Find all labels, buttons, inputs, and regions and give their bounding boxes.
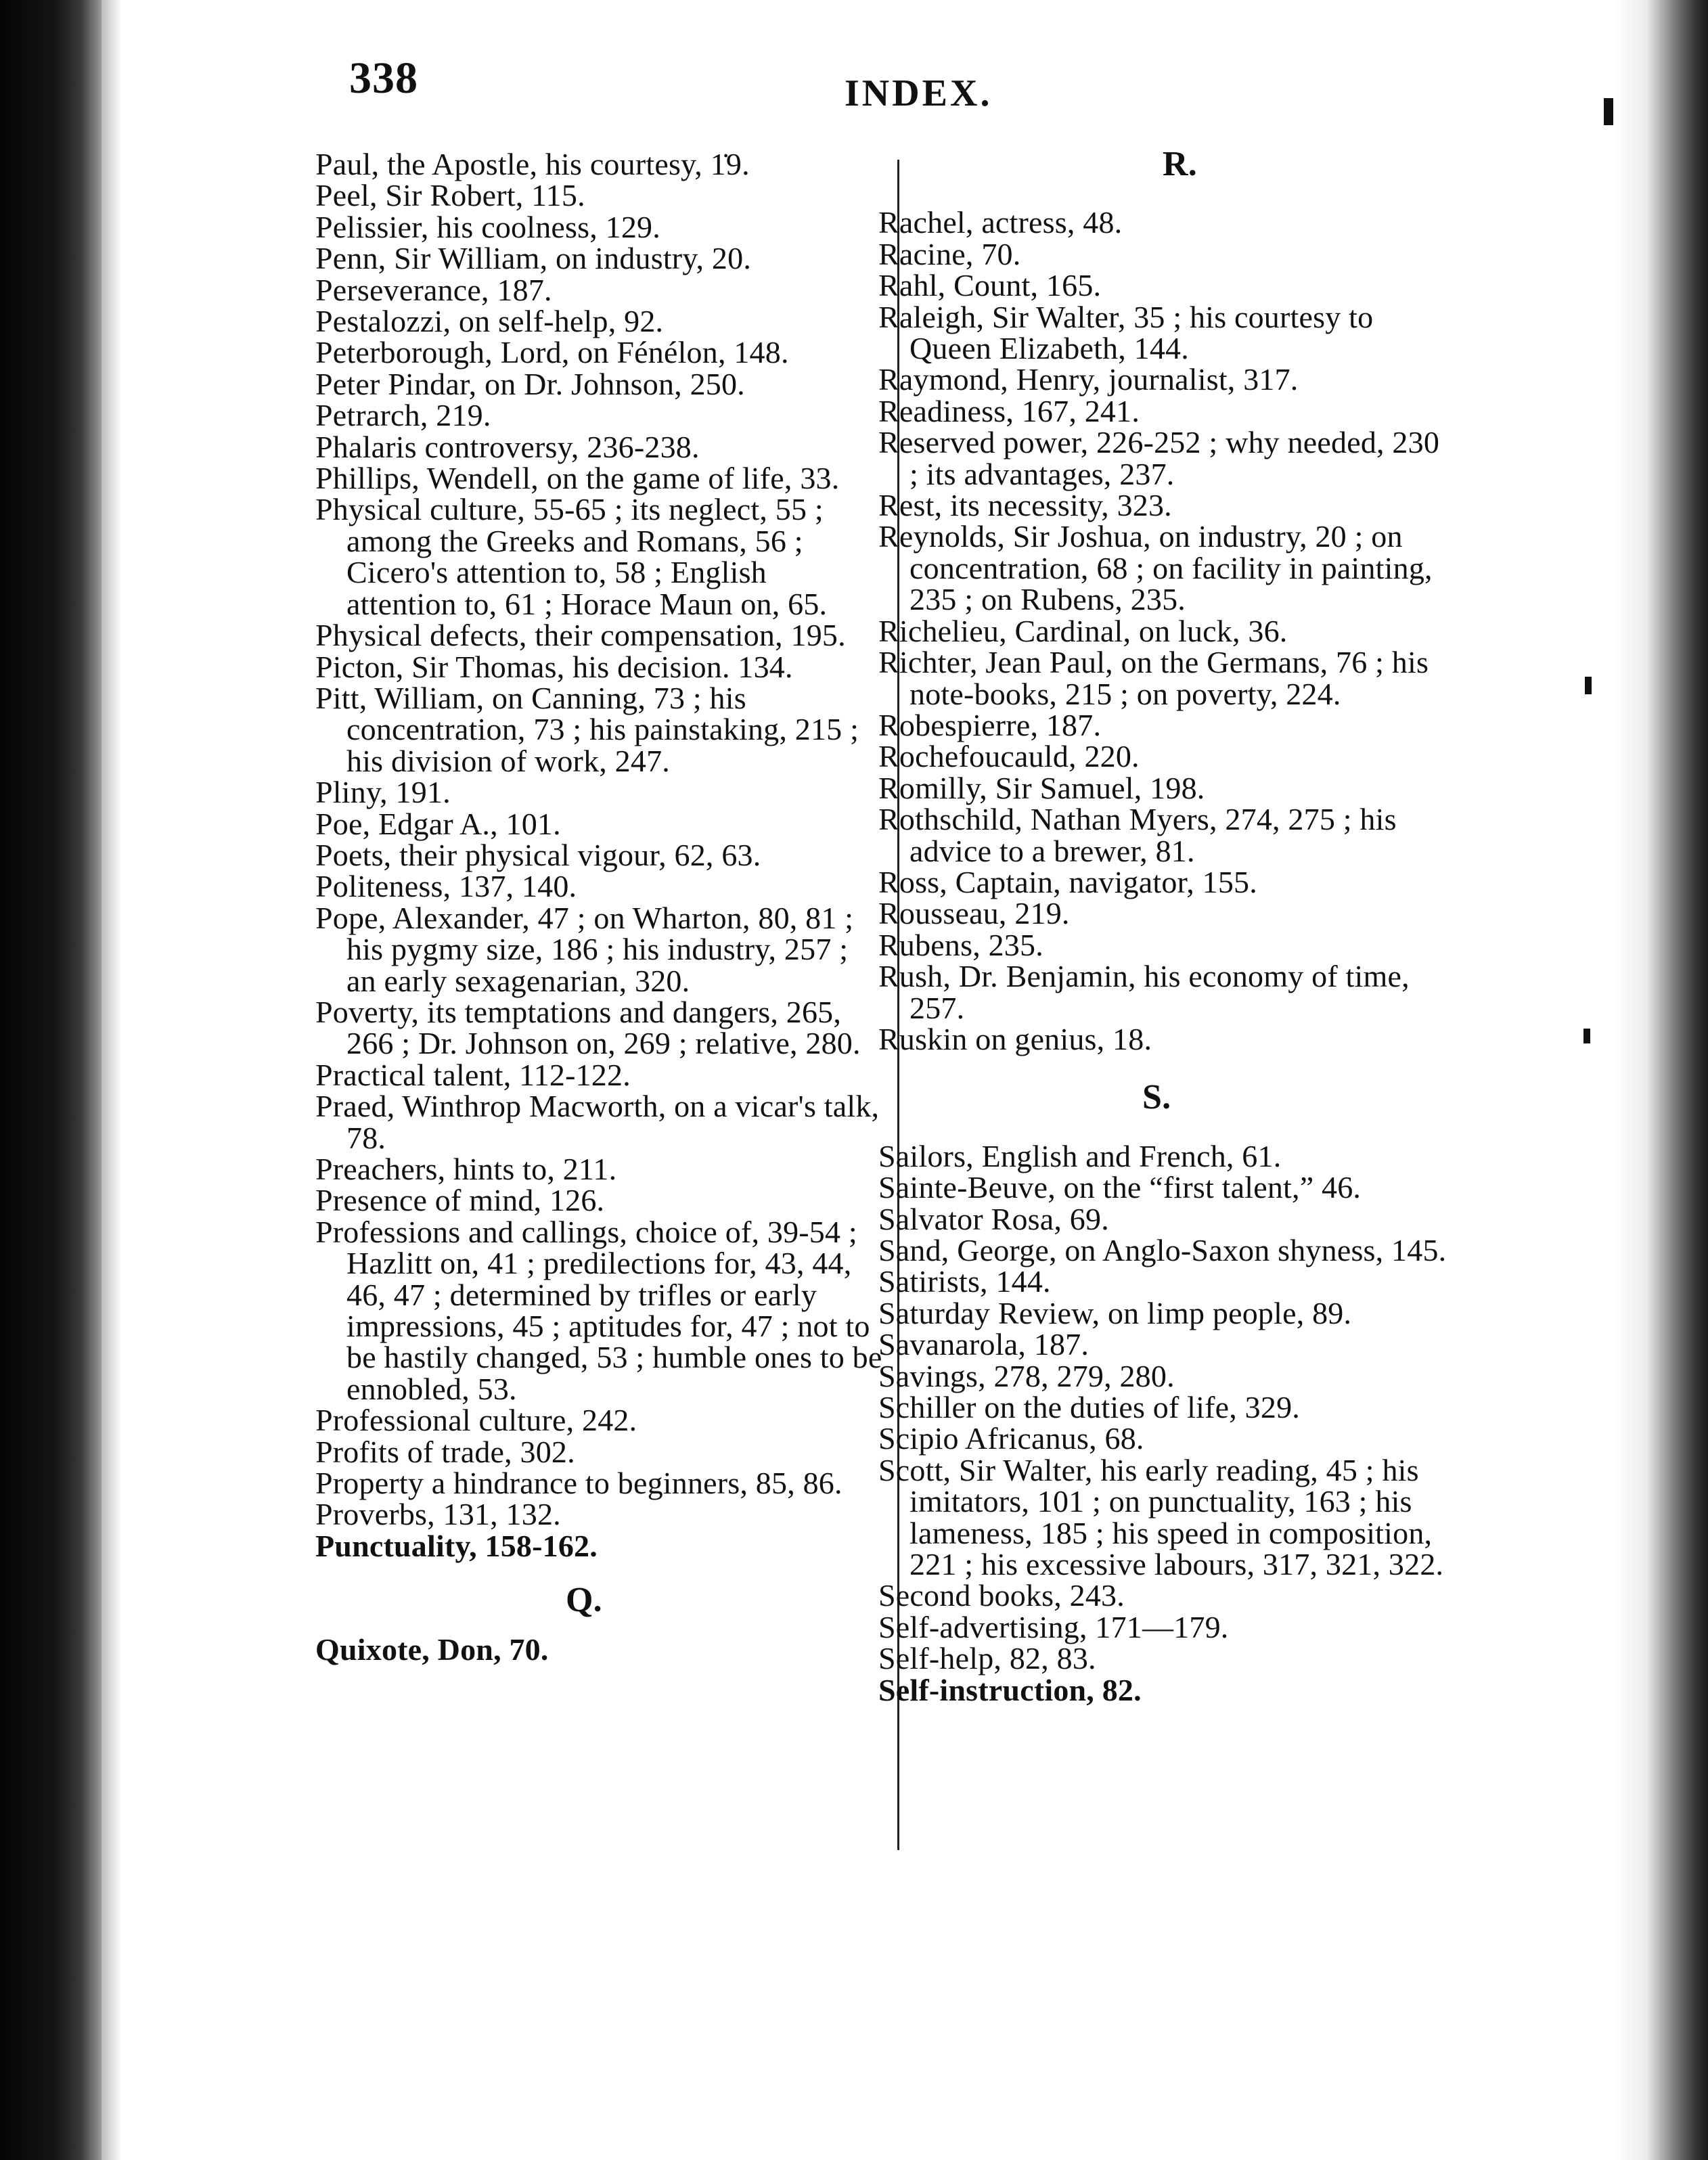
index-entry: Sainte-Beuve, on the “first talent,” 46.	[878, 1170, 1362, 1205]
index-entry: Profits of trade, 302.	[315, 1434, 575, 1469]
edge-mark	[1583, 1029, 1590, 1043]
index-entry: Phalaris controversy, 236-238.	[315, 429, 700, 464]
index-entry: Robespierre, 187.	[878, 707, 1102, 742]
index-entry: Praed, Winthrop Macworth, on a vicar's talk, 78.	[315, 1089, 880, 1155]
index-entry: Paul, the Apostle, his courtesy, 1̇9.	[315, 147, 750, 181]
index-entry: Property a hindrance to beginners, 85, 86.	[315, 1466, 842, 1501]
index-entry: Rahl, Count, 165.	[878, 268, 1102, 303]
page-number: 338	[349, 53, 418, 103]
index-entry: Romilly, Sir Samuel, 198.	[878, 770, 1205, 805]
index-entry: Schiller on the duties of life, 329.	[878, 1390, 1300, 1425]
index-entry: Pelissier, his coolness, 129.	[315, 209, 660, 244]
index-entry: Pope, Alexander, 47 ; on Wharton, 80, 81 ; his pygmy size, 186 ; his industry, 257 ; an early sexagenarian, 320.	[315, 900, 854, 998]
index-entry: Scott, Sir Walter, his early reading, 45 ; his imitators, 101 ; on punctuality, 163 ; his lameness, 185 ; his speed in composition, 221 ; his excessive labours, 317, 321, 322.	[878, 1452, 1444, 1582]
index-entry: Peterborough, Lord, on Fénélon, 148.	[315, 335, 789, 370]
index-entry: Richter, Jean Paul, on the Germans, 76 ; his note-books, 215 ; on poverty, 224.	[878, 645, 1429, 711]
index-entry: Physical culture, 55-65 ; its neglect, 55 ; among the Greeks and Romans, 56 ; Cicero's attention to, 58 ; English attention to, 61 ; Horace Maun on, 65.	[315, 492, 828, 621]
index-entry: Raleigh, Sir Walter, 35 ; his courtesy to Queen Elizabeth, 144.	[878, 299, 1374, 366]
index-entry: Presence of mind, 126.	[315, 1183, 605, 1218]
index-entry: Pitt, William, on Canning, 73 ; his concentration, 73 ; his painstaking, 215 ; his division of work, 247.	[315, 680, 859, 778]
index-entry: Reserved power, 226-252 ; why needed, 230 ; its advantages, 237.	[878, 425, 1440, 491]
index-entry: Professions and callings, choice of, 39-54 ; Hazlitt on, 41 ; predilections for, 43, 44, 46, 47 ; determined by trifles or early impressions, 45 ; aptitudes for, 47 ; not to be hastily changed, 53 ; humble ones to be ennobled, 53.	[315, 1214, 882, 1406]
page-edge-shadow	[1613, 0, 1708, 2160]
index-entry: Sailors, English and French, 61.	[878, 1138, 1282, 1173]
edge-mark	[1585, 677, 1592, 694]
index-entry: Racine, 70.	[878, 236, 1021, 271]
index-entry: Peel, Sir Robert, 115.	[315, 178, 585, 213]
index-entry: Petrarch, 219.	[315, 398, 491, 433]
index-entry: Penn, Sir William, on industry, 20.	[315, 241, 752, 276]
index-entry: Practical talent, 112-122.	[315, 1057, 631, 1092]
index-entry: Peter Pindar, on Dr. Johnson, 250.	[315, 366, 745, 401]
index-entry: Poe, Edgar A., 101.	[315, 806, 561, 841]
index-entry: Pliny, 191.	[315, 775, 451, 810]
index-entry: Satirists, 144.	[878, 1264, 1051, 1299]
index-entry: Rousseau, 219.	[878, 896, 1070, 931]
index-entry: Picton, Sir Thomas, his decision. 134.	[315, 649, 793, 684]
edge-mark	[1604, 98, 1613, 125]
running-head: INDEX.	[845, 72, 993, 114]
index-entry: Politeness, 137, 140.	[315, 869, 577, 904]
index-entry: Self-help, 82, 83.	[878, 1641, 1096, 1676]
index-entry: Rush, Dr. Benjamin, his economy of time, 257.	[878, 959, 1410, 1025]
index-entry: Ruskin on genius, 18.	[878, 1021, 1152, 1056]
book-spine-shadow	[0, 0, 102, 2160]
index-entry: Rothschild, Nathan Myers, 274, 275 ; his advice to a brewer, 81.	[878, 802, 1397, 868]
book-spine-gradient	[102, 0, 122, 2160]
index-entry: Second books, 243.	[878, 1578, 1125, 1613]
index-entry: Ross, Captain, navigator, 155.	[878, 864, 1257, 899]
index-entry: Sand, George, on Anglo-Saxon shyness, 145.	[878, 1233, 1447, 1267]
index-entry: Saturday Review, on limp people, 89.	[878, 1295, 1352, 1330]
index-entry: Quixote, Don, 70.	[315, 1632, 549, 1667]
index-entry: Salvator Rosa, 69.	[878, 1201, 1109, 1236]
index-entry: Poverty, its temptations and dangers, 265, 266 ; Dr. Johnson on, 269 ; relative, 280.	[315, 994, 861, 1061]
index-entry: Raymond, Henry, journalist, 317.	[878, 362, 1299, 397]
index-entry: Savanarola, 187.	[878, 1327, 1089, 1362]
index-entry: Richelieu, Cardinal, on luck, 36.	[878, 613, 1288, 648]
section-letter-r: R.	[1163, 145, 1197, 183]
index-entry: Rest, its necessity, 323.	[878, 488, 1172, 523]
index-entry: Reynolds, Sir Joshua, on industry, 20 ; on concentration, 68 ; on facility in painting, 235 ; on Rubens, 235.	[878, 519, 1433, 617]
index-entry: Scipio Africanus, 68.	[878, 1421, 1144, 1456]
index-entry: Savings, 278, 279, 280.	[878, 1358, 1175, 1393]
index-entry: Rachel, actress, 48.	[878, 205, 1123, 240]
index-entry: Perseverance, 187.	[315, 272, 552, 307]
index-entry: Self-instruction, 82.	[878, 1672, 1142, 1707]
index-entry: Rochefoucauld, 220.	[878, 739, 1140, 774]
section-letter-s: S.	[1142, 1078, 1171, 1117]
index-entry: Physical defects, their compensation, 195.	[315, 618, 846, 653]
index-entry: Phillips, Wendell, on the game of life, 33.	[315, 461, 840, 496]
index-entry: Poets, their physical vigour, 62, 63.	[315, 837, 761, 872]
index-entry: Pestalozzi, on self-help, 92.	[315, 304, 664, 339]
index-entry: Professional culture, 242.	[315, 1403, 637, 1438]
index-entry: Proverbs, 131, 132.	[315, 1497, 561, 1532]
index-entry: Preachers, hints to, 211.	[315, 1152, 617, 1186]
index-entry: Self-advertising, 171—179.	[878, 1609, 1229, 1644]
index-entry: Rubens, 235.	[878, 927, 1043, 962]
index-entry: Readiness, 167, 241.	[878, 393, 1140, 428]
index-entry: Punctuality, 158-162.	[315, 1528, 598, 1563]
index-column-left	[315, 149, 884, 1665]
index-column-right	[878, 145, 1454, 1707]
section-letter-q: Q.	[566, 1581, 602, 1620]
